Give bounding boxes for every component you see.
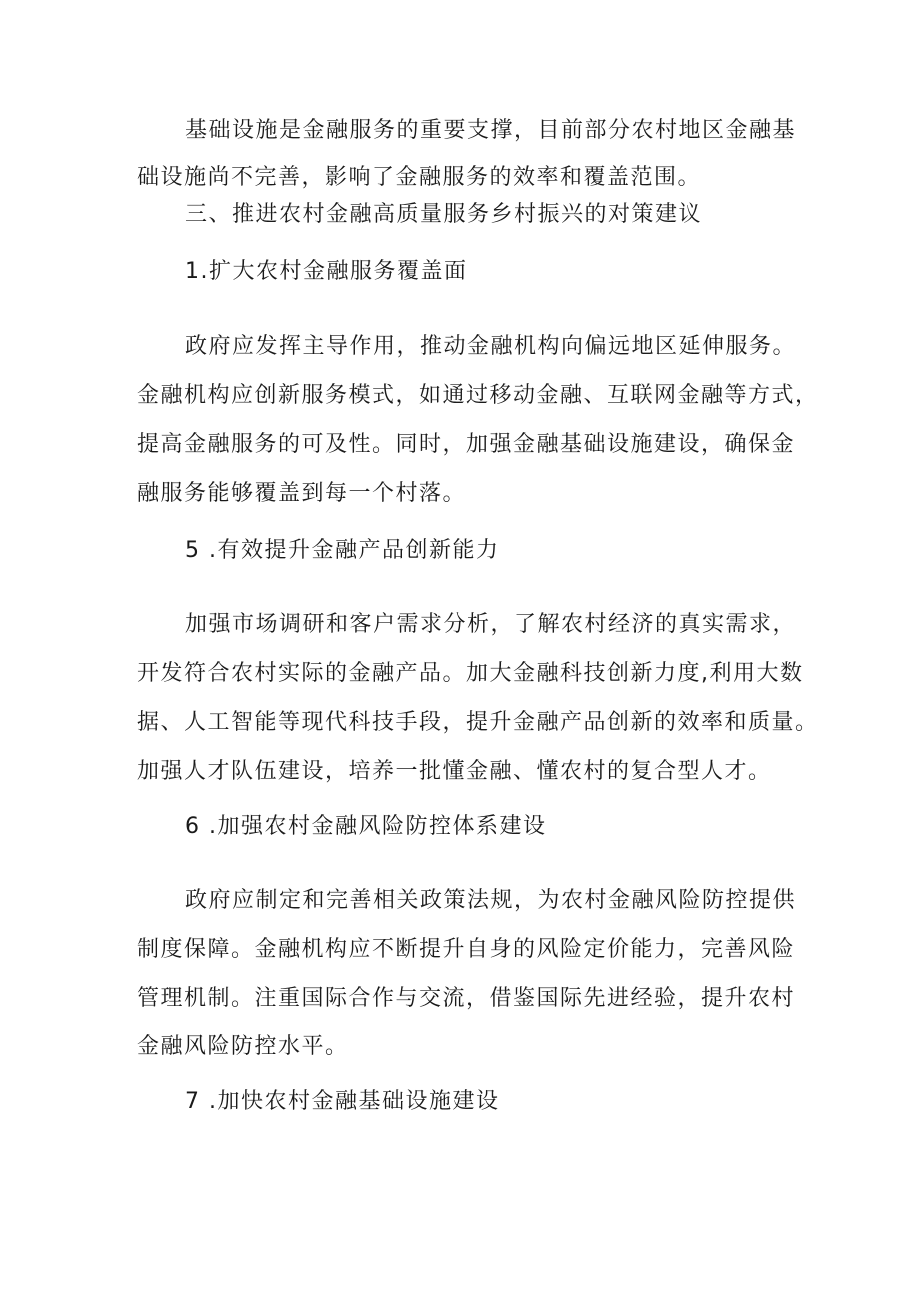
paragraph-line: 加强人才队伍建设，培养一批懂金融、懂农村的复合型人才。 — [137, 759, 772, 784]
paragraph-line: 开发符合农村实际的金融产品。加大金融科技创新力度,利用大数 — [137, 661, 804, 686]
subsection-heading: 1.扩大农村金融服务覆盖面 — [185, 259, 468, 284]
paragraph-line: 金融风险防控水平。 — [137, 1034, 349, 1059]
paragraph-line: 管理机制。注重国际合作与交流，借鉴国际先进经验，提升农村 — [137, 986, 796, 1011]
paragraph-line: 据、人工智能等现代科技手段，提升金融产品创新的效率和质量。 — [137, 710, 819, 735]
subsection-heading: 7 .加快农村金融基础设施建设 — [185, 1089, 500, 1114]
paragraph-line: 融服务能够覆盖到每一个村落。 — [137, 481, 467, 506]
section-heading: 三、推进农村金融高质量服务乡村振兴的对策建议 — [185, 202, 703, 227]
paragraph-line: 础设施尚不完善，影响了金融服务的效率和覆盖范围。 — [137, 165, 702, 190]
paragraph-line: 提高金融服务的可及性。同时，加强金融基础设施建设，确保金 — [137, 432, 796, 457]
paragraph-line: 制度保障。金融机构应不断提升自身的风险定价能力，完善风险 — [137, 937, 796, 962]
paragraph-line: 基础设施是金融服务的重要支撑，目前部分农村地区金融基 — [185, 118, 797, 143]
paragraph-line: 金融机构应创新服务模式，如通过移动金融、互联网金融等方式， — [137, 383, 819, 408]
paragraph-line: 政府应制定和完善相关政策法规，为农村金融风险防控提供 — [185, 888, 797, 913]
subsection-heading: 6 .加强农村金融风险防控体系建设 — [185, 814, 547, 839]
paragraph-line: 政府应发挥主导作用，推动金融机构向偏远地区延伸服务。 — [185, 334, 797, 359]
subsection-heading: 5 .有效提升金融产品创新能力 — [185, 538, 500, 563]
paragraph-line: 加强市场调研和客户需求分析，了解农村经济的真实需求， — [185, 612, 797, 637]
